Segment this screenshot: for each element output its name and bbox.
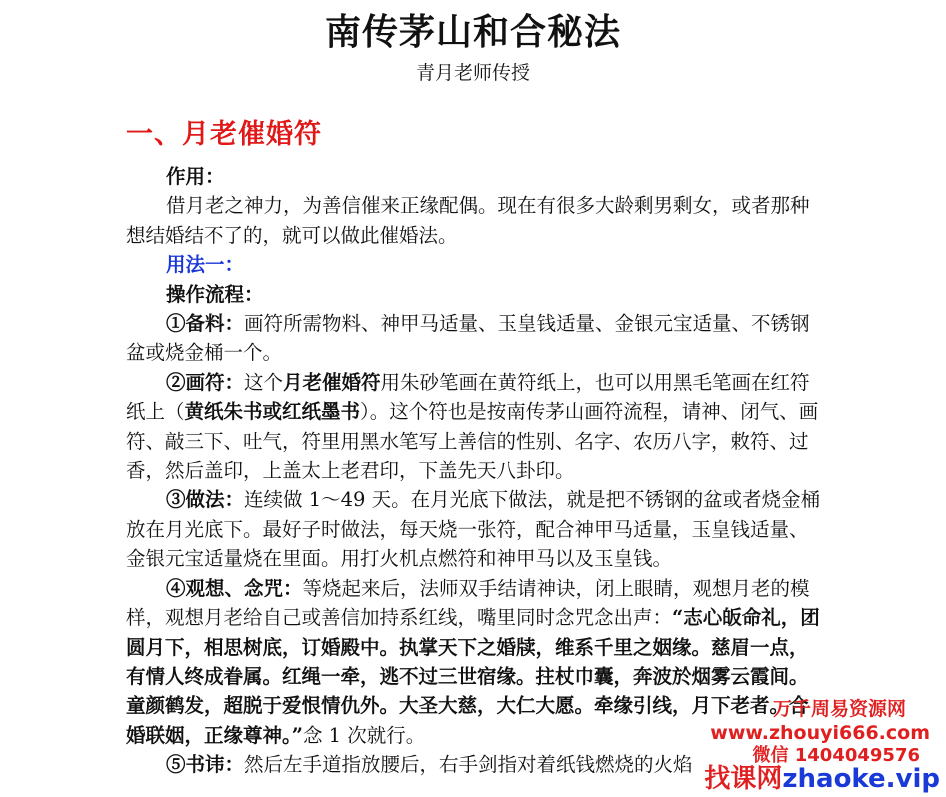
step4-label: ④观想、念咒： [166,576,303,600]
step4-incantation: “志心皈命礼，团圆月下，相思树底，订婚殿中。执掌天下之婚牍，维系千里之姻缘。慈眉一点，有情人终成眷属。红绳一牵，逃不过三世宿缘。拄杖巾囊，奔波於烟雾云霞间。童颜鹤发，超脱于爱恨情仇外。大圣大慈，大仁大愿。牵缘引线，月下老者。合婚联姻，正缘尊神。” [126,606,820,747]
step3-paragraph [126,485,826,573]
watermark-line3: 微信 1404049576 [752,745,920,766]
step1-text: 画符所需物料、神甲马适量、玉皇钱适量、金银元宝适量、不锈钢盆或烧金桶一个。 [126,312,810,365]
step4-text-a: 等烧起来后，法师双手结请神诀，闭上眼睛，观想月老的模样，观想月老给自己或善信加持系红线，嘴里同时念咒念出声： [126,576,810,630]
document-title: 南传茅山和合秘法 [324,11,621,53]
document-subtitle: 青月老师传授 [415,62,530,84]
section-heading: 一、月老催婚符 [126,119,322,150]
effect-label-paragraph [126,162,826,191]
step1-paragraph [126,309,826,368]
process-label-paragraph [126,280,826,309]
step3-text: 连续做 1～49 天。在月光底下做法，就是把不锈钢的盆或者烧金桶放在月光底下。最好子时做法，每天烧一张符，配合神甲马适量，玉皇钱适量、金银元宝适量烧在里面。用打火机点燃符和神甲马以及玉皇钱。 [126,488,821,571]
step5-text: 然后左手道指放腰后，右手剑指对着纸钱燃烧的火焰 [244,753,693,777]
method-label: 用法一： [166,253,245,277]
step2-bold-a: 月老催婚符 [283,370,381,394]
effect-paragraph [126,191,826,250]
document-body [126,162,826,780]
watermark-site: zhaoke.vip [782,764,940,794]
step3-label: ③做法： [166,488,245,512]
watermark-line2: www.zhouyi666.com [710,722,930,744]
step5-label: ⑤书讳： [166,753,245,777]
step1-label: ①备料： [166,312,245,336]
watermark-line1: 万千周易资源网 [772,698,906,720]
watermark [700,698,940,794]
process-label: 操作流程： [166,282,264,306]
step2-text-b: 用朱砂笔画在黄符纸上，也可以用黑毛笔画在红符纸上（ [126,370,810,424]
effect-label: 作用： [166,165,225,188]
effect-text: 借月老之神力，为善信催来正缘配偶。现在有很多大龄剩男剩女，或者那种想结婚结不了的，就可以做此催婚法。 [126,194,810,247]
step2-label: ②画符： [166,370,245,394]
step2-paragraph [126,368,826,486]
method-label-paragraph [126,250,826,279]
step2-text-a: 这个 [244,370,284,394]
step2-text-c: ）。这个符也是按南传茅山画符流程，请神、闭气、画符、敲三下、吐气，符里用黑水笔写上善信的性别、名字、农历八字，敕符、过香，然后盖印，上盖太上老君印，下盖先天八卦印。 [126,400,819,483]
watermark-brand: 找课网 [704,764,783,794]
watermark-brand-line [704,764,940,797]
step2-bold-b: 黄纸朱书或红纸墨书 [184,400,361,424]
step4-text-b: 念 1 次就行。 [302,723,426,747]
